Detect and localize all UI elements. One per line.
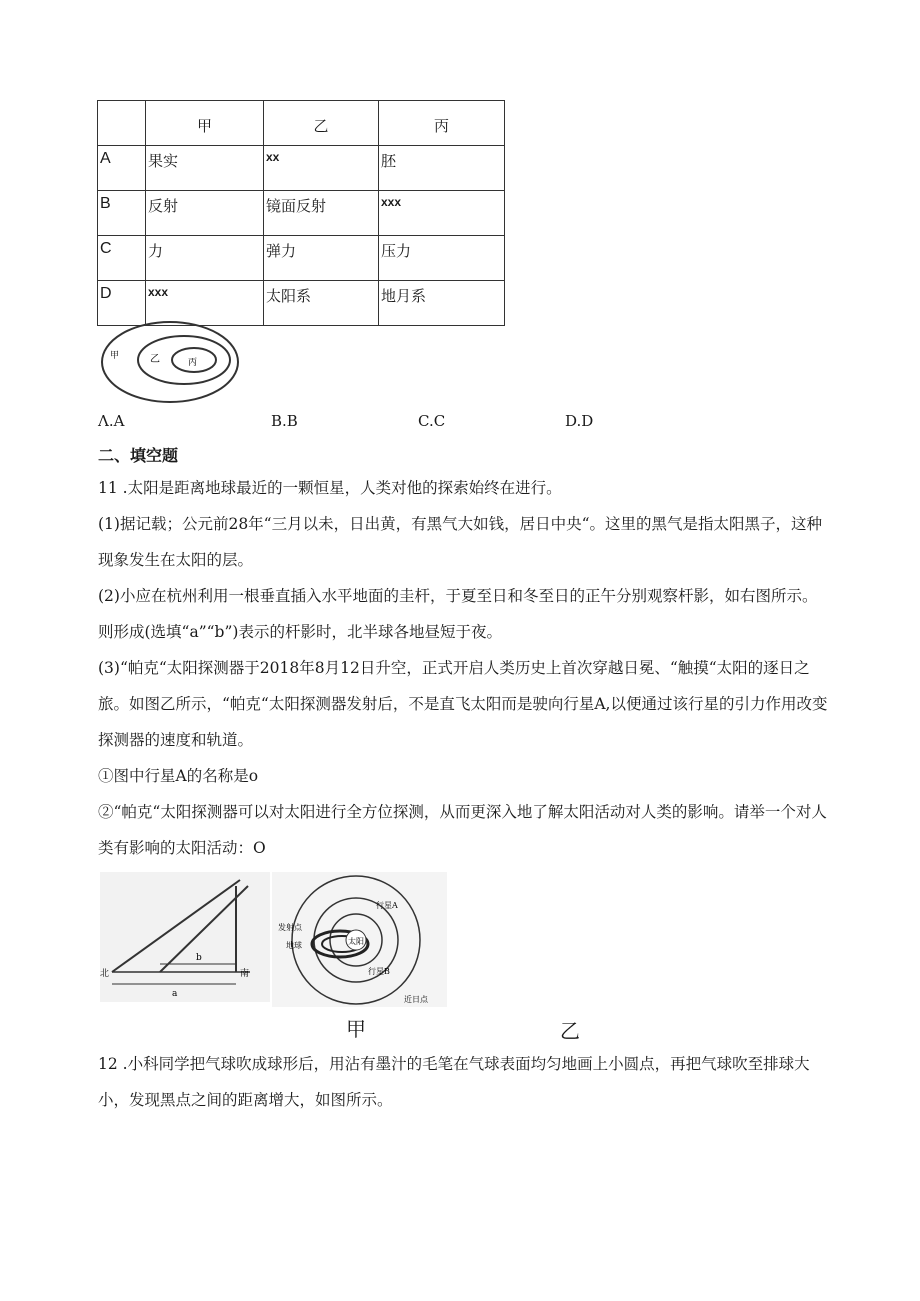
label-south: 南 — [240, 969, 250, 979]
table-cell: A — [98, 146, 146, 191]
figure-yi-orbit-diagram — [272, 872, 447, 1007]
table-cell: B — [98, 191, 146, 236]
table-cell: 镜面反射 — [264, 191, 379, 236]
option-c[interactable]: C.C — [418, 412, 446, 430]
q11-intro: 11 .太阳是距离地球最近的一颗恒星，人类对他的探索始终在进行。 — [98, 479, 562, 497]
venn-inner-label: 丙 — [188, 358, 198, 368]
q12-text: 12 .小科同学把气球吹成球形后，用沾有墨汁的毛笔在气球表面均匀地画上小圆点，再把气球吹至排球大小，发现黑点之间的距离增大，如图所示。 — [98, 1055, 810, 1109]
label-earth: 地球 — [286, 941, 302, 950]
table-row — [98, 146, 505, 191]
venn-outer-label: 甲 — [110, 351, 120, 361]
table-header-cell: 甲 — [146, 101, 264, 146]
table-header-cell: 丙 — [379, 101, 505, 146]
table-cell: D — [98, 281, 146, 326]
table-row — [98, 191, 505, 236]
label-north: 北 — [100, 969, 110, 979]
table-cell: C — [98, 236, 146, 281]
option-d[interactable]: D.D — [565, 412, 594, 430]
table-header-cell — [98, 101, 146, 146]
q11-part2: (2)小应在杭州利用一根垂直插入水平地面的圭杆，于夏至日和冬至日的正午分别观察杆影，如右图所示。则形成(选填“a”“b”)表示的杆影时，北半球各地昼短于夜。 — [98, 587, 818, 641]
figure-label-yi: 乙 — [560, 1021, 580, 1043]
figure-label-jia: 甲 — [346, 1019, 366, 1041]
table-cell: xxx — [146, 281, 264, 326]
classification-table — [97, 100, 505, 326]
label-launch: 发射点 — [278, 923, 302, 932]
table-cell: 力 — [146, 236, 264, 281]
venn-outer-ellipse — [102, 322, 238, 402]
figure-jia-shadow-diagram — [100, 872, 270, 1002]
table-cell: 胚 — [379, 146, 505, 191]
q11-part1: (1)据记载；公元前28年“三月以未，日出黄，有黑气大如钱，居日中央“。这里的黑气是指太阳黑子，这种现象发生在太阳的层。 — [98, 515, 823, 569]
q11-part4: ①图中行星A的名称是o — [98, 767, 259, 785]
table-row — [98, 236, 505, 281]
option-a[interactable]: Λ.A — [98, 412, 125, 430]
q11-part5: ②“帕克“太阳探测器可以对太阳进行全方位探测，从而更深入地了解太阳活动对人类的影响。请举一个对人类有影响的太阳活动：O — [98, 803, 827, 857]
table-cell: 果实 — [146, 146, 264, 191]
table-header-cell: 乙 — [264, 101, 379, 146]
label-sun: 太阳 — [348, 937, 364, 946]
table-cell: 弹力 — [264, 236, 379, 281]
q11-part3: (3)“帕克“太阳探测器于2018年8月12日升空，正式开启人类历史上首次穿越日冕、“触摸“太阳的逐日之旅。如图乙所示，“帕克“太阳探测器发射后，不是直飞太阳而是驶向行星A,以便通过该行星的引力作用改变探测器的速度和轨道。 — [98, 659, 828, 749]
figure-jia-background — [100, 872, 270, 1002]
section-title: 二、填空题 — [98, 446, 179, 465]
venn-middle-label: 乙 — [150, 354, 160, 365]
label-planet-a: 行星A — [376, 901, 398, 910]
table-cell: 地月系 — [379, 281, 505, 326]
table-cell: xxx — [379, 191, 505, 236]
table-cell: 压力 — [379, 236, 505, 281]
label-b: b — [196, 953, 202, 963]
table-cell: 太阳系 — [264, 281, 379, 326]
label-a: a — [172, 989, 178, 999]
venn-diagram — [98, 318, 248, 408]
table-cell: 反射 — [146, 191, 264, 236]
label-planet-b: 行星B — [368, 967, 390, 976]
table-header-row — [98, 101, 505, 146]
option-b[interactable]: B.B — [271, 412, 298, 430]
label-perihelion: 近日点 — [404, 995, 428, 1004]
table-cell: xx — [264, 146, 379, 191]
